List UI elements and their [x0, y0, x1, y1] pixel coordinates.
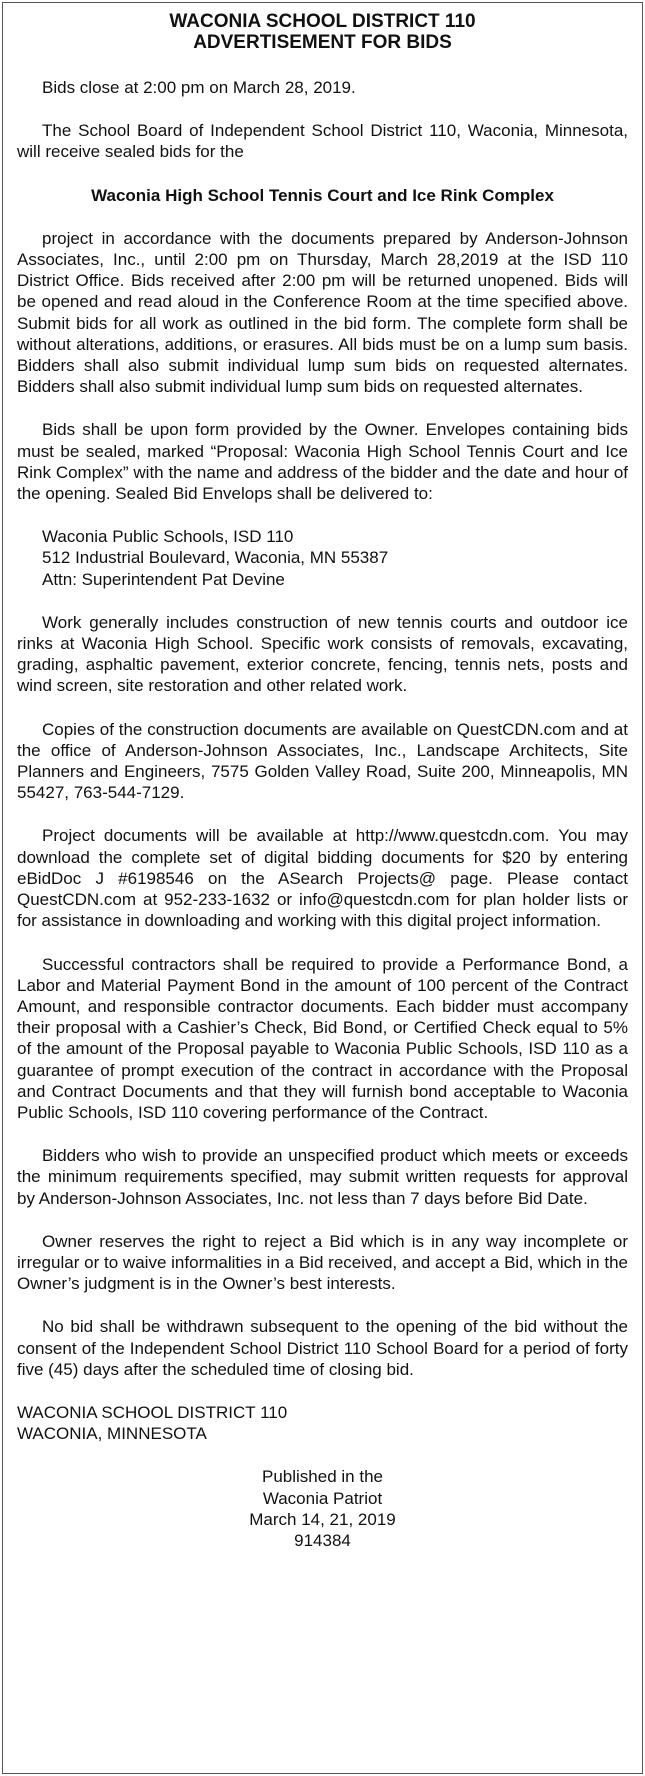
publication-info	[17, 1466, 628, 1551]
ad-number: 914384	[294, 1530, 351, 1550]
bids-close-paragraph: Bids close at 2:00 pm on March 28, 2019.	[42, 78, 356, 97]
project-details-paragraph: project in accordance with the documents prepared by Anderson-Johnson Associates, Inc., until 2:00 pm on Thursday, March 28,2019 at the ISD 110 District Office. Bids received after 2:00 pm will be returned unopened. Bids will be opened and read aloud in the Conference Room at the time specified above. Submit bids for all work as outlined in the bid form. The complete form shall be without alterations, additions, or erasures. All bids must be on a lump sum basis. Bidders shall also submit individual lump sum bids on requested alternates. Bidders shall also submit individual lump sum bids on requested alternates.	[17, 228, 628, 397]
signature-block	[17, 1402, 628, 1444]
newspaper-name: Waconia Patriot	[262, 1488, 383, 1508]
published-in-label: Published in the	[262, 1467, 383, 1487]
bid-form-paragraph: Bids shall be upon form provided by the Owner. Envelopes containing bids must be sealed, marked “Proposal: Waconia High School Tennis Court and Ice Rink Complex” with the name and address of the bidder and the date and hour of the opening. Sealed Bid Envelops shall be delivered to:	[17, 420, 628, 504]
address-line-2: 512 Industrial Boulevard, Waconia, MN 55387	[42, 548, 389, 568]
bonds-paragraph: Successful contractors shall be required to provide a Performance Bond, a Labor and Material Payment Bond in the amount of 100 percent of the Contract Amount, and responsible contractor documents. Each bidder must accompany their proposal with a Cashier’s Check, Bid Bond, or Certified Check equal to 5% of the amount of the Proposal payable to Waconia Public Schools, ISD 110 as a guarantee of prompt execution of the contract in accordance with the Proposal and Contract Documents and that they will furnish bond acceptable to Waconia Public Schools, ISD 110 covering performance of the Contract.	[17, 954, 628, 1122]
publication-dates: March 14, 21, 2019	[249, 1509, 396, 1529]
title-district: WACONIA SCHOOL DISTRICT 110	[169, 11, 476, 32]
work-description-paragraph: Work generally includes construction of new tennis courts and outdoor ice rinks at Waconia High School. Specific work consists of removals, excavating, grading, asphaltic pavement, exterior concrete, fencing, tennis nets, posts and wind screen, site restoration and other related work.	[17, 612, 628, 696]
project-name-heading: Waconia High School Tennis Court and Ice Rink Complex	[91, 185, 554, 205]
signature-district: WACONIA SCHOOL DISTRICT 110	[17, 1402, 288, 1422]
withdrawal-paragraph: No bid shall be withdrawn subsequent to the opening of the bid without the consent of the Independent School District 110 School Board for a period of forty five (45) days after the scheduled time of closing bid.	[17, 1317, 628, 1379]
copies-paragraph: Copies of the construction documents are available on QuestCDN.com and at the office of Anderson-Johnson Associates, Inc., Landscape Architects, Site Planners and Engineers, 7575 Golden Valley Road, Suite 200, Minneapolis, MN 55427, 763-544-7129.	[17, 719, 628, 803]
project-documents-paragraph: Project documents will be available at http://www.questcdn.com. You may download the complete set of digital bidding documents for $20 by entering eBidDoc J #6198546 on the ASearch Projects@ page. Please contact QuestCDN.com at 952-233-1632 or info@questcdn.com for plan holder lists or for assistance in downloading and working with this digital project information.	[17, 826, 628, 931]
signature-location: WACONIA, MINNESOTA	[17, 1424, 207, 1444]
owner-rights-paragraph: Owner reserves the right to reject a Bid which is in any way incomplete or irregular or to waive informalities in a Bid received, and accept a Bid, which in the Owner’s judgment is in the Owner’s best interests.	[17, 1231, 628, 1294]
title-advertisement: ADVERTISEMENT FOR BIDS	[193, 32, 452, 53]
address-line-3: Attn: Superintendent Pat Devine	[42, 569, 285, 589]
intro-paragraph: The School Board of Independent School District 110, Waconia, Minnesota, will receive sealed bids for the	[17, 121, 628, 162]
substitutions-paragraph: Bidders who wish to provide an unspecified product which meets or exceeds the minimum requirements specified, may submit written requests for approval by Anderson-Johnson Associates, Inc. not less than 7 days before Bid Date.	[17, 1146, 628, 1208]
address-line-1: Waconia Public Schools, ISD 110	[42, 527, 294, 547]
notice-title	[17, 11, 628, 53]
bid-advertisement-notice	[2, 2, 643, 1774]
delivery-address	[42, 526, 628, 590]
